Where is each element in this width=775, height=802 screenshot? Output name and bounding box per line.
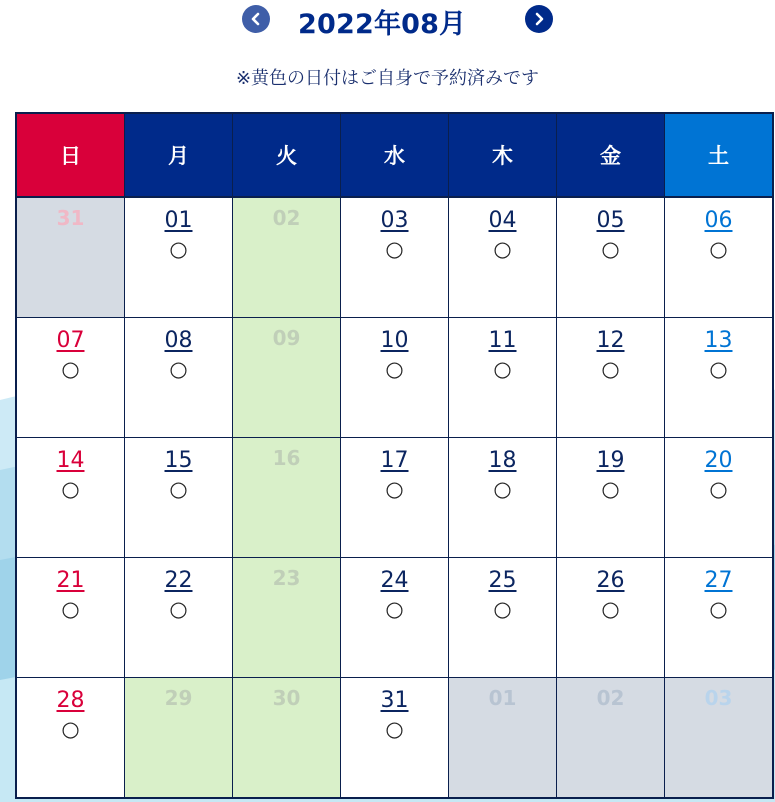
day-number: 30	[272, 685, 301, 710]
availability-mark: ○	[601, 596, 620, 621]
calendar-week-row	[16, 557, 773, 677]
closed-day-cell	[233, 677, 341, 798]
availability-mark: ○	[169, 596, 188, 621]
availability-mark: ○	[601, 237, 620, 261]
availability-mark: ○	[709, 237, 728, 261]
other-month-day-cell	[665, 677, 774, 798]
day-number: 31	[56, 206, 85, 230]
day-number[interactable]: 10	[380, 328, 409, 353]
availability-mark: ○	[709, 357, 728, 381]
weekday-saturday: 土	[665, 113, 774, 197]
weekday-monday: 月	[125, 113, 233, 197]
weekday-friday: 金	[557, 113, 665, 197]
availability-mark: ○	[709, 596, 728, 621]
calendar-grid	[15, 112, 774, 799]
calendar-week-row	[16, 318, 773, 438]
calendar-day-cell[interactable]	[125, 318, 233, 438]
weekday-wednesday: 水	[341, 113, 449, 197]
other-month-day-cell	[16, 197, 125, 318]
calendar-day-cell[interactable]	[341, 557, 449, 677]
calendar-day-cell[interactable]	[665, 557, 774, 677]
calendar-week-row	[16, 437, 773, 557]
day-number[interactable]: 17	[380, 447, 409, 473]
day-number: 01	[488, 685, 517, 710]
calendar-day-cell[interactable]	[557, 318, 665, 438]
calendar-day-cell[interactable]	[449, 197, 557, 318]
calendar-day-cell[interactable]	[16, 677, 125, 798]
availability-mark: ○	[601, 357, 620, 381]
availability-mark: ○	[385, 357, 404, 381]
availability-mark: ○	[709, 476, 728, 501]
calendar-day-cell[interactable]	[557, 197, 665, 318]
day-number[interactable]: 12	[596, 328, 625, 353]
closed-day-cell	[233, 437, 341, 557]
availability-mark: ○	[61, 357, 80, 381]
day-number: 29	[164, 685, 193, 710]
availability-mark: ○	[169, 237, 188, 261]
chevron-right-icon	[532, 12, 546, 26]
closed-day-cell	[233, 318, 341, 438]
availability-mark: ○	[169, 357, 188, 381]
day-number[interactable]: 21	[56, 567, 85, 593]
calendar-day-cell[interactable]	[665, 318, 774, 438]
availability-mark: ○	[385, 716, 404, 741]
chevron-left-icon	[249, 12, 263, 26]
calendar-day-cell[interactable]	[16, 557, 125, 677]
day-number[interactable]: 07	[56, 328, 85, 353]
day-number: 02	[272, 206, 301, 230]
availability-mark: ○	[385, 237, 404, 261]
month-title: 2022年08月	[298, 9, 467, 40]
day-number[interactable]: 24	[380, 567, 409, 593]
availability-mark: ○	[493, 596, 512, 621]
other-month-day-cell	[449, 677, 557, 798]
day-number: 23	[272, 565, 301, 590]
availability-mark: ○	[61, 596, 80, 621]
next-month-button[interactable]	[525, 5, 553, 33]
calendar-day-cell[interactable]	[449, 318, 557, 438]
calendar-day-cell[interactable]	[341, 677, 449, 798]
calendar-day-cell[interactable]	[125, 557, 233, 677]
day-number[interactable]: 25	[488, 567, 517, 593]
calendar-week-row	[16, 677, 773, 798]
calendar-day-cell[interactable]	[665, 437, 774, 557]
calendar-day-cell[interactable]	[16, 318, 125, 438]
day-number: 02	[596, 685, 625, 710]
day-number[interactable]: 18	[488, 447, 517, 473]
day-number[interactable]: 14	[56, 447, 85, 473]
availability-mark: ○	[385, 476, 404, 501]
availability-mark: ○	[61, 716, 80, 741]
day-number[interactable]: 15	[164, 447, 193, 473]
day-number[interactable]: 28	[56, 687, 85, 713]
availability-mark: ○	[385, 596, 404, 621]
calendar-day-cell[interactable]	[341, 197, 449, 318]
day-number[interactable]: 20	[704, 447, 733, 473]
day-number[interactable]: 27	[704, 567, 733, 593]
availability-mark: ○	[169, 476, 188, 501]
day-number[interactable]: 05	[596, 208, 625, 233]
day-number[interactable]: 11	[488, 328, 517, 353]
day-number[interactable]: 03	[380, 208, 409, 233]
availability-mark: ○	[493, 476, 512, 501]
month-navigation	[0, 0, 775, 40]
calendar-day-cell[interactable]	[557, 557, 665, 677]
calendar-day-cell[interactable]	[449, 437, 557, 557]
calendar-day-cell[interactable]	[125, 437, 233, 557]
day-number[interactable]: 19	[596, 447, 625, 473]
calendar-week-row	[16, 197, 773, 318]
day-number[interactable]: 22	[164, 567, 193, 593]
calendar-day-cell[interactable]	[341, 437, 449, 557]
availability-mark: ○	[601, 476, 620, 501]
day-number[interactable]: 26	[596, 567, 625, 593]
availability-mark: ○	[493, 357, 512, 381]
previous-month-button[interactable]	[242, 5, 270, 33]
availability-mark: ○	[493, 237, 512, 261]
calendar-day-cell[interactable]	[449, 557, 557, 677]
reservation-note: ※黄色の日付はご自身で予約済みです	[235, 68, 540, 89]
day-number: 03	[704, 685, 733, 710]
closed-day-cell	[125, 677, 233, 798]
weekday-tuesday: 火	[233, 113, 341, 197]
day-number: 09	[272, 326, 301, 350]
calendar-day-cell[interactable]	[125, 197, 233, 318]
closed-day-cell	[233, 557, 341, 677]
day-number: 16	[272, 445, 301, 470]
calendar-day-cell[interactable]	[16, 437, 125, 557]
day-number[interactable]: 08	[164, 328, 193, 353]
other-month-day-cell	[557, 677, 665, 798]
calendar-day-cell[interactable]	[665, 197, 774, 318]
weekday-header-row	[16, 113, 773, 197]
availability-mark: ○	[61, 476, 80, 501]
day-number[interactable]: 04	[488, 208, 517, 233]
weekday-thursday: 木	[449, 113, 557, 197]
day-number[interactable]: 13	[704, 328, 733, 353]
day-number[interactable]: 01	[164, 208, 193, 233]
day-number[interactable]: 06	[704, 208, 733, 233]
calendar-day-cell[interactable]	[341, 318, 449, 438]
weekday-sunday: 日	[16, 113, 125, 197]
day-number[interactable]: 31	[380, 687, 409, 713]
closed-day-cell	[233, 197, 341, 318]
calendar-day-cell[interactable]	[557, 437, 665, 557]
